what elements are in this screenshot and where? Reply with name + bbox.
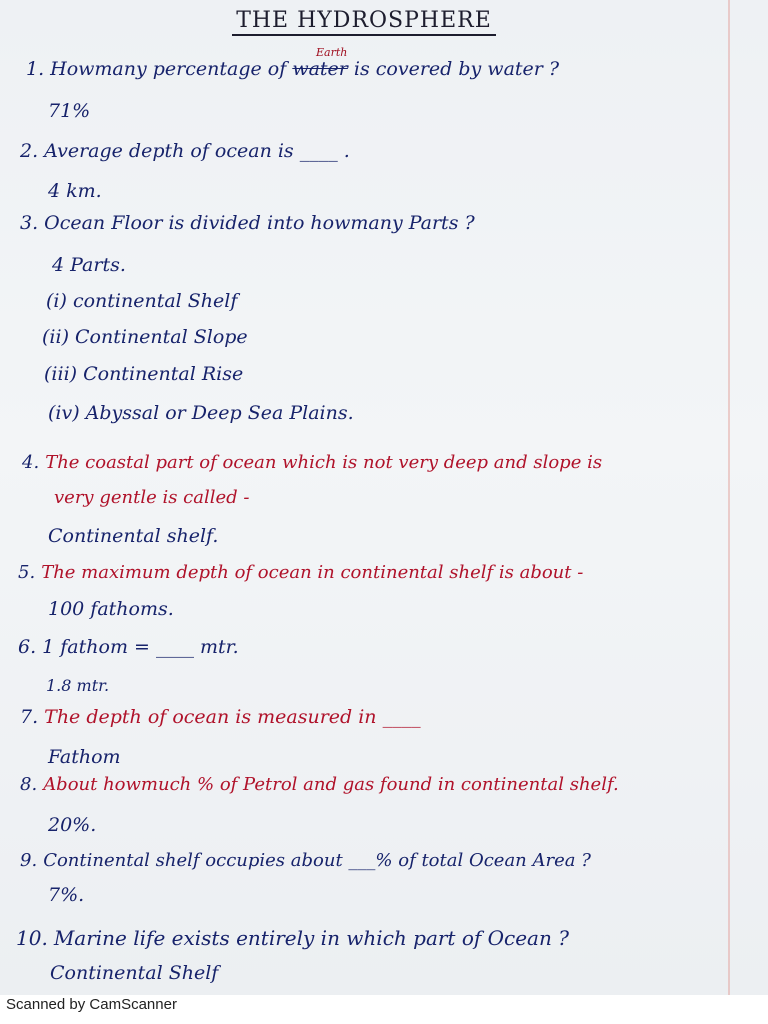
answer-3-part-4: (iv) Abyssal or Deep Sea Plains. <box>48 402 354 424</box>
question-4-continued: very gentle is called - <box>54 487 250 508</box>
answer-3-part-2: (ii) Continental Slope <box>42 326 248 348</box>
question-1: 1. Howmany percentage of water is covered by water ? <box>26 58 560 80</box>
question-8: 8. About howmuch % of Petrol and gas found in continental shelf. <box>20 774 619 795</box>
answer-3-part-3: (iii) Continental Rise <box>44 363 244 385</box>
question-3: 3. Ocean Floor is divided into howmany Parts ? <box>20 212 475 234</box>
answer-5: 100 fathoms. <box>48 598 174 620</box>
question-2: 2. Average depth of ocean is ____ . <box>20 140 350 162</box>
margin-line <box>728 0 730 995</box>
question-6: 6. 1 fathom = ____ mtr. <box>18 636 239 658</box>
answer-3: 4 Parts. <box>52 254 126 276</box>
question-9: 9. Continental shelf occupies about ___% of total Ocean Area ? <box>20 850 591 871</box>
answer-4: Continental shelf. <box>48 525 219 547</box>
answer-7: Fathom <box>48 746 121 768</box>
question-10: 10. Marine life exists entirely in which part of Ocean ? <box>16 926 569 950</box>
q1-inserted-word: Earth <box>316 46 348 59</box>
answer-2: 4 km. <box>48 180 102 202</box>
question-7: 7. The depth of ocean is measured in ____ <box>20 706 421 728</box>
answer-10: Continental Shelf <box>50 962 219 984</box>
answer-9: 7%. <box>48 884 85 906</box>
question-4: 4. The coastal part of ocean which is not very deep and slope is <box>22 452 603 473</box>
answer-3-part-1: (i) continental Shelf <box>46 290 238 312</box>
answer-6: 1.8 mtr. <box>46 676 110 695</box>
answer-1: 71% <box>48 100 91 122</box>
answer-8: 20%. <box>48 814 97 836</box>
question-5: 5. The maximum depth of ocean in continental shelf is about - <box>18 562 584 583</box>
scanner-watermark: Scanned by CamScanner <box>6 996 177 1013</box>
page-title: THE HYDROSPHERE <box>0 8 728 33</box>
